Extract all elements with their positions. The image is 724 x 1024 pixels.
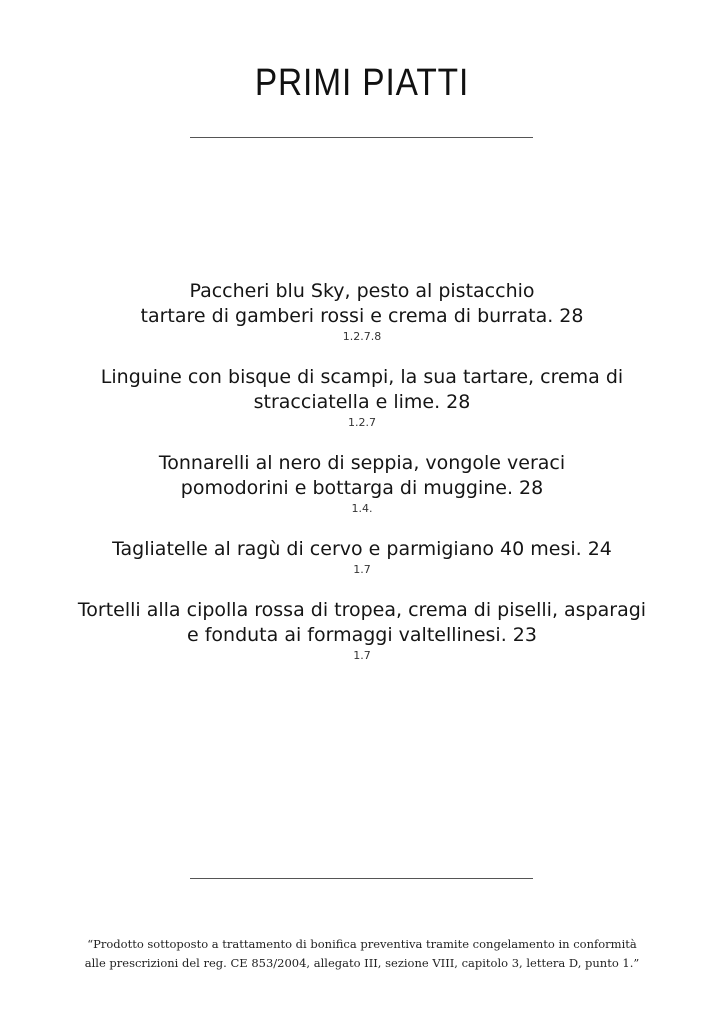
dish-item bbox=[40, 537, 684, 577]
dish-description-line: Tonnarelli al nero di seppia, vongole veraci bbox=[158, 452, 566, 474]
dish-description-line: Paccheri blu Sky, pesto al pistacchio bbox=[189, 280, 535, 302]
allergen-codes: 1.2.7.8 bbox=[342, 330, 382, 343]
dish-description-line: e fonduta ai formaggi valtellinesi. 23 bbox=[187, 624, 537, 646]
dish-description-line: pomodorini e bottarga di muggine. 28 bbox=[180, 477, 544, 499]
dish-description-line: Tortelli alla cipolla rossa di tropea, crema di piselli, asparagi bbox=[77, 599, 647, 621]
footnote-line: alle prescrizioni del reg. CE 853/2004, allegato III, sezione VIII, capitolo 3, lettera D, punto 1.” bbox=[84, 956, 640, 970]
bottom-divider bbox=[190, 878, 533, 879]
dish-list bbox=[40, 279, 684, 684]
footnote-line: “Prodotto sottoposto a trattamento di bonifica preventiva tramite congelamento in conformità bbox=[87, 937, 637, 951]
dish-description-line: Tagliatelle al ragù di cervo e parmigiano 40 mesi. 24 bbox=[112, 538, 612, 560]
allergen-codes: 1.4. bbox=[351, 502, 373, 515]
dish-item bbox=[40, 365, 684, 430]
dish-description-line: Linguine con bisque di scampi, la sua tartare, crema di bbox=[100, 366, 624, 388]
footnote bbox=[40, 935, 684, 973]
dish-item bbox=[40, 451, 684, 516]
allergen-codes: 1.7 bbox=[353, 649, 371, 662]
allergen-codes: 1.7 bbox=[353, 563, 371, 576]
dish-item bbox=[40, 279, 684, 344]
top-divider bbox=[190, 137, 533, 138]
page-title: PRIMI PIATTI bbox=[254, 62, 470, 104]
dish-item bbox=[40, 598, 684, 663]
allergen-codes: 1.2.7 bbox=[348, 416, 376, 429]
dish-description-line: tartare di gamberi rossi e crema di burrata. 28 bbox=[140, 305, 584, 327]
dish-description-line: stracciatella e lime. 28 bbox=[253, 391, 471, 413]
